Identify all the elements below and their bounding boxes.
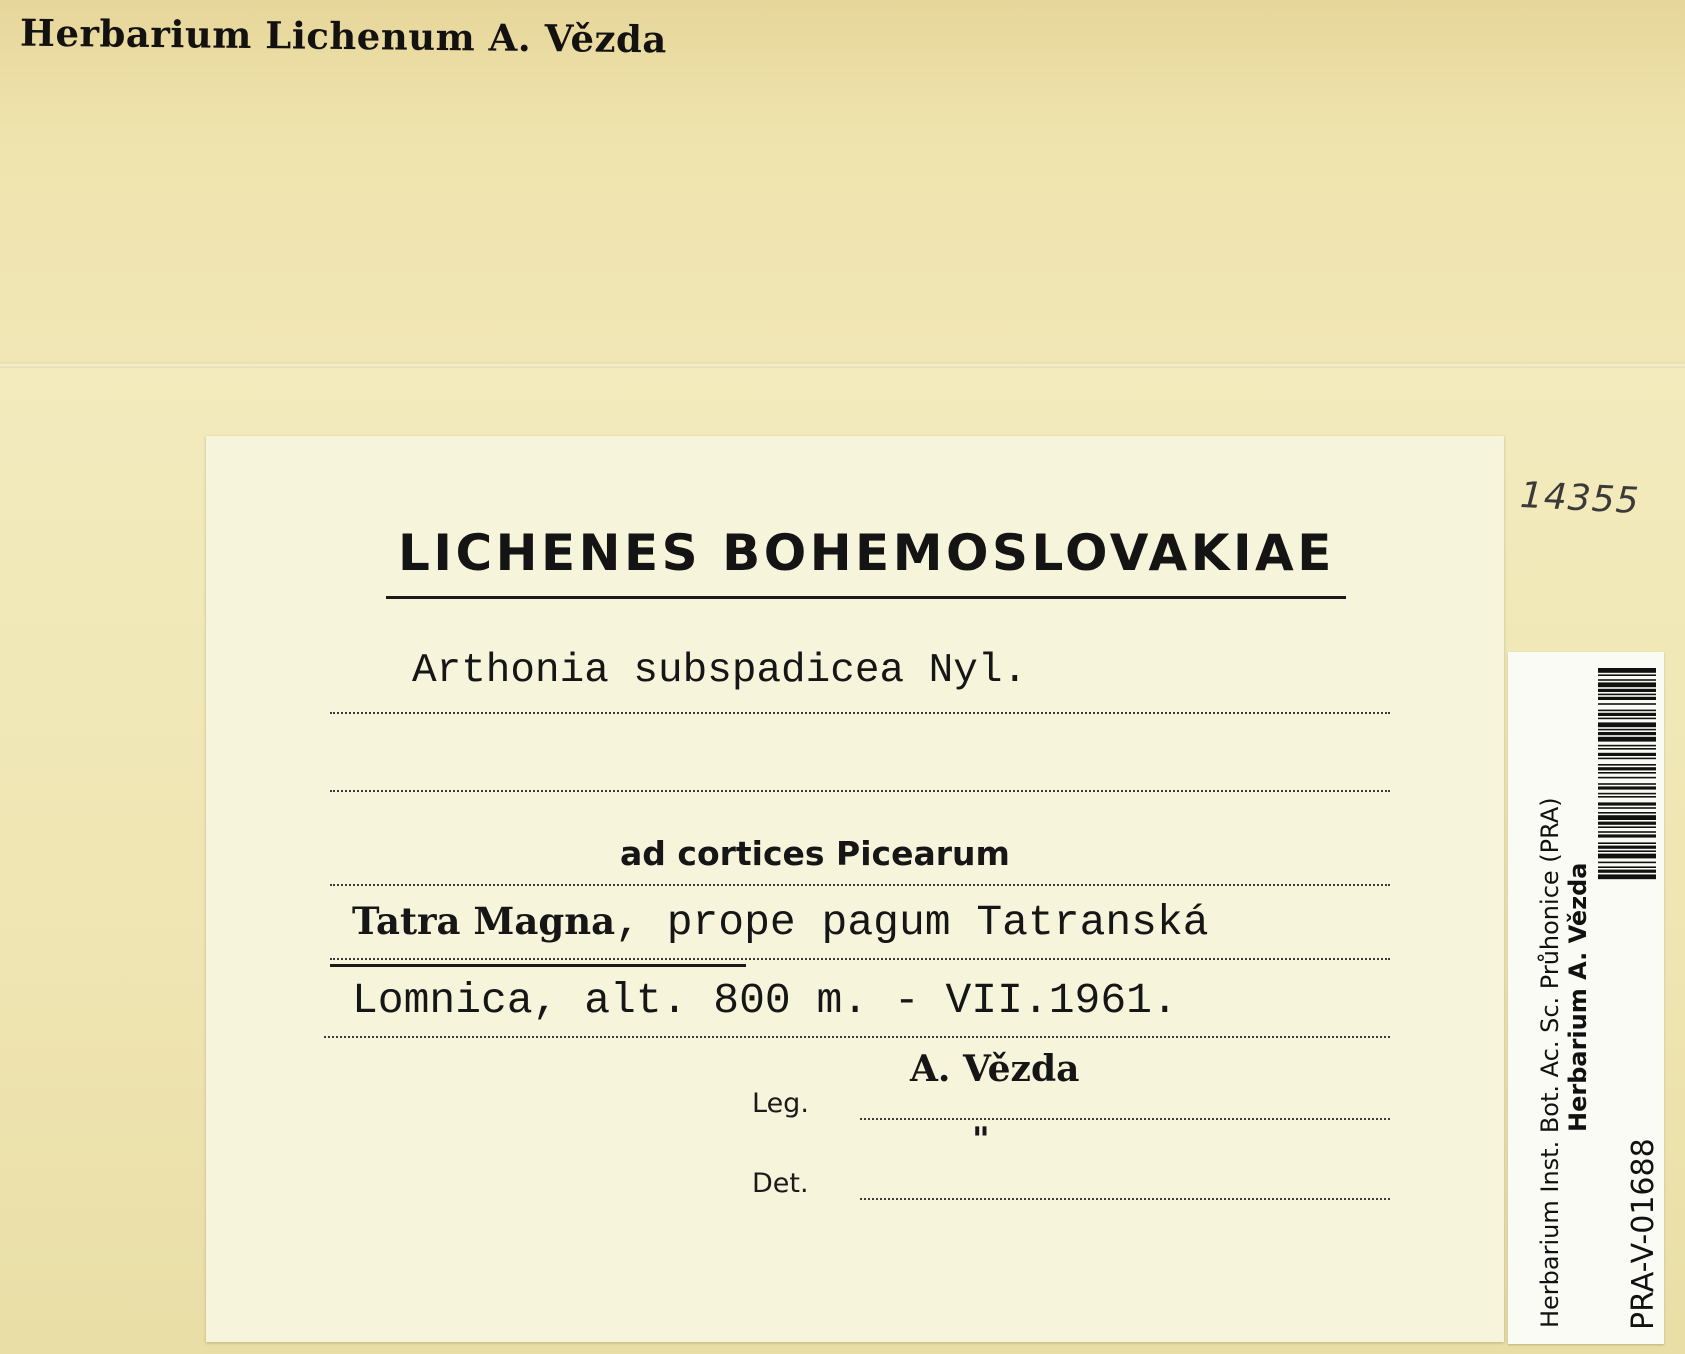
det-label: Det. [752,1168,809,1199]
substrate-text: ad cortices Picearum [620,834,1010,873]
barcode-bar [1598,874,1656,879]
barcode-bar [1598,834,1656,837]
barcode-bar [1598,793,1656,795]
barcode-bar [1598,718,1656,720]
barcode-bar [1598,846,1656,849]
barcode-bar [1598,777,1656,779]
barcode-bar [1598,764,1656,766]
collector-name: A. Vězda [910,1048,1080,1090]
locality-line-1-rest: , propе pagum Tatranská [615,898,1209,947]
handwritten-accession-number: 14355 [1519,474,1641,523]
barcode-bar [1598,802,1656,805]
barcode-bar [1598,842,1656,844]
barcode-bar [1598,668,1656,673]
title-underline [386,596,1346,599]
dotted-line-det [860,1198,1390,1200]
barcode-bar [1598,682,1656,687]
dotted-line-species [330,712,1390,714]
barcode-bar [1598,753,1656,756]
barcode-bar [1598,697,1656,700]
dotted-line-blank [330,790,1390,792]
barcode-bar [1598,850,1656,852]
barcode-bar [1598,694,1656,696]
barcode-bar [1598,870,1656,873]
barcode-bar [1598,854,1656,859]
barcode-bar [1598,866,1656,868]
barcode-bar [1598,862,1656,864]
barcode-bar [1598,783,1656,785]
locality-line-1 [352,898,1209,947]
barcode-bar [1598,732,1656,735]
locality-underline [330,964,746,967]
barcode-bar [1598,822,1656,825]
barcode-bar [1598,758,1656,760]
barcode-bar [1598,812,1656,814]
specimen-id: PRA-V-01688 [1626,1138,1661,1330]
barcode-bar [1598,737,1656,742]
herbarium-stamp-header: Herbarium Lichenum A. Vězda [19,10,668,62]
barcode-bar [1598,807,1656,809]
barcode-graphic [1598,668,1656,1088]
barcode [1598,668,1656,1088]
barcode-bar [1598,745,1656,747]
barcode-bar [1598,831,1656,833]
leg-label: Leg. [752,1088,809,1119]
dotted-line-locality-2 [324,1036,1390,1038]
species-name: Arthonia subspadicea Nyl. [412,648,1028,694]
dotted-line-locality-1 [330,958,1390,960]
barcode-bar [1598,815,1656,820]
barcode-bar [1598,674,1656,676]
barcode-bar [1598,748,1656,750]
label-title: LICHENES BOHEMOSLOVAKIAE [398,524,1335,582]
barcode-bar [1598,689,1656,692]
locality-line-2: Lomnica, alt. 800 m. - VII.1961. [352,976,1178,1025]
barcode-bar [1598,713,1656,716]
dotted-line-leg [860,1118,1390,1120]
barcode-bar [1598,767,1656,770]
barcode-bar [1598,710,1656,712]
institution-text: Herbarium Inst. Bot. Ac. Sc. Průhonice (PRA) [1536,797,1564,1328]
barcode-bar [1598,722,1656,727]
barcode-bar [1598,826,1656,828]
barcode-strip [1508,652,1664,1344]
barcode-bar [1598,703,1656,705]
dotted-line-substrate [330,884,1390,886]
barcode-bar [1598,796,1656,798]
barcode-bar [1598,679,1656,681]
herbarium-name-text: Herbarium A. Vězda [1564,862,1592,1132]
ditto-mark: " [972,1120,990,1160]
locality-stamp: Tatra Magna [352,899,616,943]
barcode-bar [1598,772,1656,774]
barcode-bar [1598,786,1656,789]
barcode-bar [1598,729,1656,731]
specimen-label [206,436,1504,1342]
